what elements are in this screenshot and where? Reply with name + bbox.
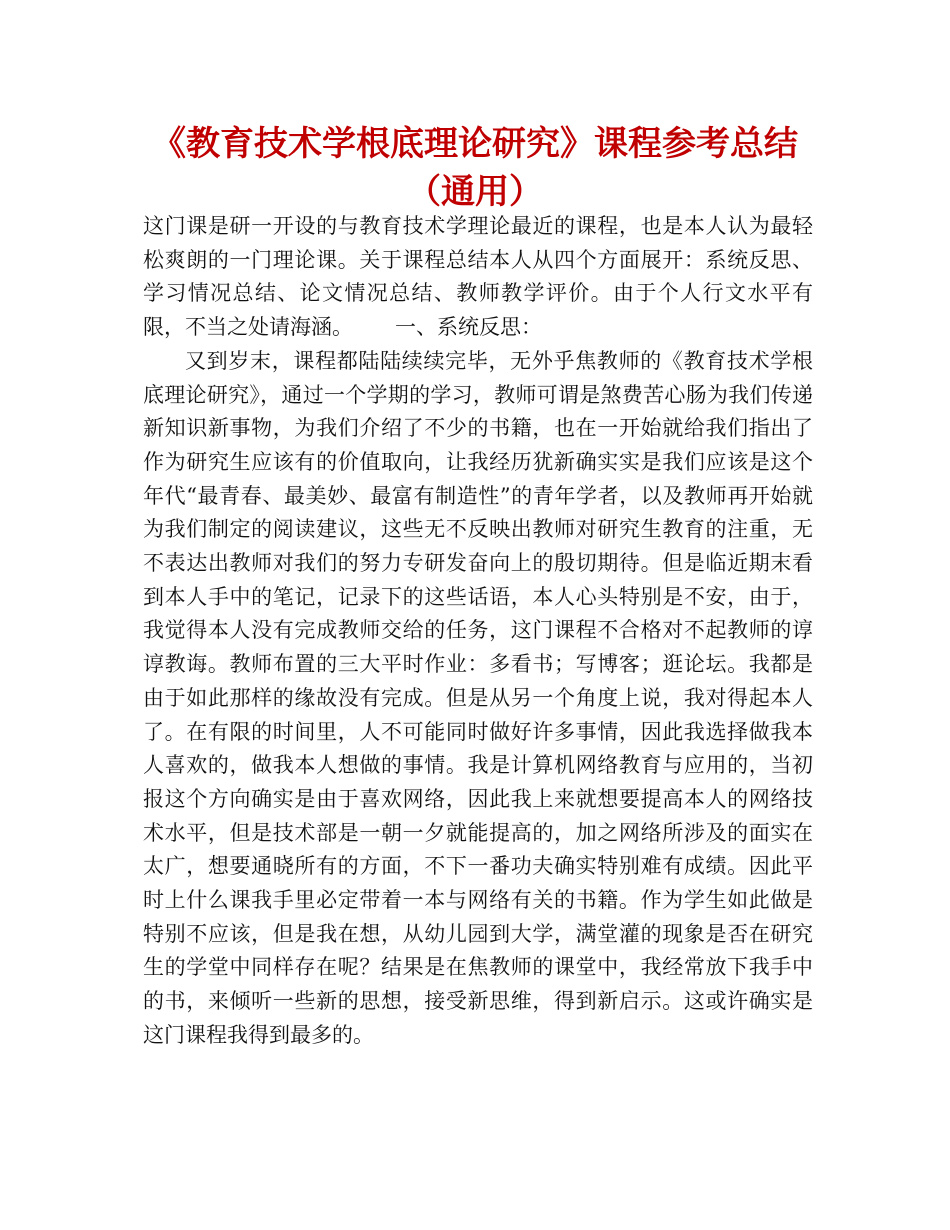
section-heading: 一、系统反思： [395,315,542,340]
intro-paragraph [143,210,813,345]
document-body [143,210,813,1053]
intro-text: 这门课是研一开设的与教育技术学理论最近的课程，也是本人认为最轻松爽朗的一门理论课。关于课程总结本人从四个方面展开：系统反思、学习情况总结、论文情况总结、教师教学评价。由于个人行文水平有限，不当之处请海涵。 [143,214,813,340]
body-paragraph-1: 又到岁末，课程都陆陆续续完毕，无外乎焦教师的《教育技术学根底理论研究》，通过一个学期的学习，教师可谓是煞费苦心肠为我们传递新知识新事物，为我们介绍了不少的书籍，也在一开始就给我们指出了作为研究生应该有的价值取向，让我经历犹新确实实是我们应该是这个年代“最青春、最美妙、最富有制造性”的青年学者，以及教师再开始就为我们制定的阅读建议，这些无不反映出教师对研究生教育的注重，无不表达出教师对我们的努力专研发奋向上的殷切期待。但是临近期末看到本人手中的笔记，记录下的这些话语，本人心头特别是不安，由于，我觉得本人没有完成教师交给的任务，这门课程不合格对不起教师的谆谆教诲。教师布置的三大平时作业：多看书；写博客；逛论坛。我都是由于如此那样的缘故没有完成。但是从另一个角度上说，我对得起本人了。在有限的时间里，人不可能同时做好许多事情，因此我选择做我本人喜欢的，做我本人想做的事情。我是计算机网络教育与应用的，当初报这个方向确实是由于喜欢网络，因此我上来就想要提高本人的网络技术水平，但是技术部是一朝一夕就能提高的，加之网络所涉及的面实在太广，想要通晓所有的方面，不下一番功夫确实特别难有成绩。因此平时上什么课我手里必定带着一本与网络有关的书籍。作为学生如此做是特别不应该，但是我在想，从幼儿园到大学，满堂灌的现象是否在研究生的学堂中同样存在呢？结果是在焦教师的课堂中，我经常放下我手中的书，来倾听一些新的思想，接受新思维，得到新启示。这或许确实是这门课程我得到最多的。 [143,348,813,1047]
document-title: 《教育技术学根底理论研究》课程参考总结（通用） [152,124,798,212]
